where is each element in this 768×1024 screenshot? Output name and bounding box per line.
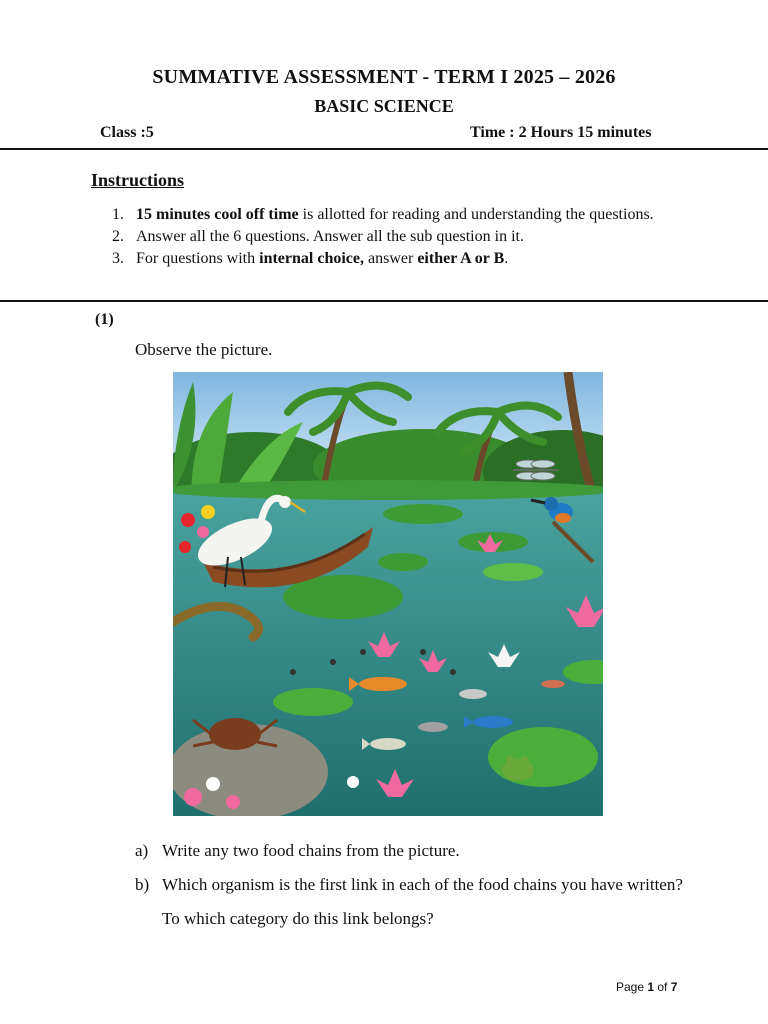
sub-question-b: b) Which organism is the first link in each of the food chains you have written? To which category do this link belongs?	[135, 875, 683, 928]
sub-question-a: a) Write any two food chains from the picture.	[135, 841, 460, 860]
instruction-item: 1. 15 minutes cool off time is allotted for reading and understanding the questions.	[112, 206, 654, 223]
question-prompt: Observe the picture.	[135, 340, 273, 359]
section-divider	[0, 300, 768, 302]
dragonfly	[513, 460, 558, 480]
header-divider	[0, 148, 768, 150]
class-info: Class :5	[100, 124, 154, 141]
instructions-list	[112, 204, 678, 270]
subject-title: BASIC SCIENCE	[314, 96, 454, 116]
sub-question-list	[135, 834, 695, 936]
exam-title: SUMMATIVE ASSESSMENT - TERM I 2025 – 2026	[152, 66, 616, 88]
instructions-heading: Instructions	[91, 170, 185, 190]
time-info: Time : 2 Hours 15 minutes	[470, 124, 652, 141]
instruction-item: 3. For questions with internal choice, answer either A or B.	[112, 250, 509, 267]
question-number: (1)	[95, 311, 114, 328]
instruction-emphasis: 15 minutes cool off time	[136, 206, 299, 223]
pond-ecosystem-illustration	[173, 372, 603, 816]
page-number: Page 1 of 7	[616, 980, 678, 994]
instruction-item: 2. Answer all the 6 questions. Answer all the sub question in it.	[112, 228, 524, 245]
